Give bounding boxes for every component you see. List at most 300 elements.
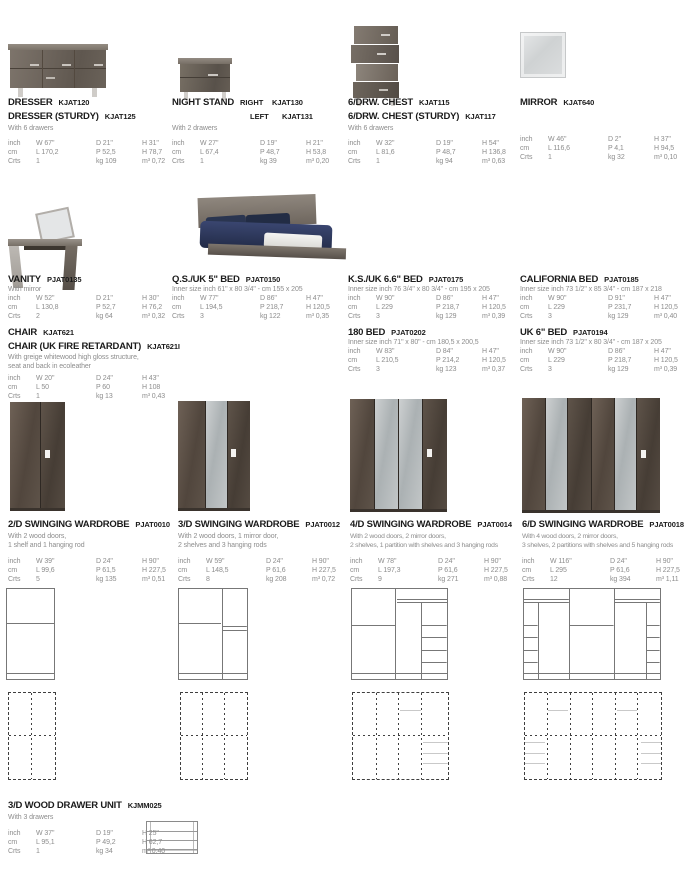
mirror-door (399, 399, 422, 509)
spec-row (8, 312, 173, 321)
spec-value: H 227,5 (142, 566, 166, 574)
spec-table (172, 294, 348, 321)
dresser-body (10, 50, 106, 88)
drawer-seam (10, 68, 106, 69)
spec-value: D 21" (96, 140, 113, 147)
spec-value: H 47" (306, 295, 323, 302)
spec-label: Crts (520, 313, 533, 320)
spec-value: P 60 (96, 384, 110, 391)
product-titles (520, 95, 685, 118)
product-name: 6/DRW. CHEST (348, 97, 413, 108)
spec-row (172, 312, 348, 321)
wardrobe-2d-photo (10, 402, 65, 511)
spec-value: H 120,5 (482, 357, 506, 364)
wood-door (41, 402, 65, 508)
chest-drawer (356, 64, 398, 81)
spec-value: H 25" (142, 829, 159, 837)
product-night-stand (172, 95, 344, 166)
spec-value: H 47" (654, 348, 671, 355)
spec-value: kg 129 (608, 366, 629, 373)
product-wardrobe-4d (350, 517, 525, 584)
spec-value: D 86" (608, 348, 625, 355)
product-name: CHAIR (8, 327, 38, 338)
spec-value: kg 271 (438, 575, 459, 583)
spec-value: H 108 (142, 384, 161, 391)
label-card (45, 450, 50, 458)
spec-value: kg 39 (260, 158, 277, 165)
product-description (172, 124, 344, 133)
spec-value: L 50 (36, 384, 49, 391)
spec-value: D 21" (96, 295, 113, 302)
product-title-line (8, 273, 173, 285)
product-name: Q.S./UK 5" BED (172, 274, 240, 285)
spec-value: H 90" (312, 557, 329, 565)
spec-row (348, 365, 524, 374)
product-code: KJAT115 (419, 98, 450, 107)
spec-value: H 227,5 (484, 566, 508, 574)
product-titles (522, 517, 688, 531)
wood-door (178, 401, 205, 508)
description-line: With mirror (8, 286, 42, 293)
wardrobe-6d-photo (522, 398, 660, 513)
spec-value: P 52,7 (96, 304, 116, 311)
product-description (520, 338, 688, 347)
product-title-line (348, 326, 524, 338)
spec-value: m³ 0,37 (482, 366, 506, 373)
spec-row (522, 557, 688, 566)
spec-value: L 229 (376, 304, 393, 311)
product-name: DRESSER (STURDY) (8, 110, 99, 122)
drawer-seam (42, 50, 43, 88)
spec-label: Crts (8, 158, 21, 165)
spec-row (172, 157, 344, 166)
spec-row (178, 566, 350, 575)
spec-value: H 120,5 (482, 304, 506, 311)
spec-label: inch (178, 557, 191, 565)
chest-drawer (351, 45, 399, 63)
mirror-photo (520, 32, 566, 78)
spec-value: H 37" (654, 136, 671, 143)
product-title-line (348, 95, 520, 109)
spec-value: W 27" (200, 140, 219, 147)
spec-row (520, 294, 688, 303)
spec-value: m³ 0,39 (482, 313, 506, 320)
spec-value: H 120,5 (654, 357, 678, 364)
spec-row (350, 557, 525, 566)
spec-label: cm (8, 304, 18, 311)
spec-value: H 47" (482, 348, 499, 355)
spec-value: 8 (206, 575, 210, 583)
product-name: UK 6" BED (520, 327, 568, 338)
spec-table (520, 294, 688, 321)
description-line: Inner size inch 71" x 80" - cm 180,5 x 200,5 (348, 339, 479, 346)
spec-value: H 43" (142, 375, 159, 382)
spec-label: cm (520, 304, 530, 311)
product-name: K.S./UK 6.6" BED (348, 274, 423, 285)
spec-row (8, 392, 233, 401)
product-title-line (520, 95, 685, 109)
product-description (350, 532, 525, 550)
description-line: With 6 drawers (348, 125, 394, 132)
spec-row (172, 303, 348, 312)
spec-label: inch (348, 140, 361, 147)
spec-label: Crts (172, 313, 185, 320)
spec-label: cm (522, 566, 532, 574)
spec-value: 12 (550, 575, 558, 583)
spec-label: cm (8, 384, 18, 391)
product-name: CHAIR (UK FIRE RETARDANT) (8, 340, 142, 352)
drawer-seam (180, 77, 230, 78)
label-card (641, 450, 646, 458)
spec-value: H 54" (482, 140, 499, 147)
spec-value: L 67,4 (200, 149, 219, 156)
night-stand-body (180, 64, 230, 92)
product-name: CALIFORNIA BED (520, 274, 599, 285)
description-line: With 2 wood doors, 2 mirror doors, (350, 532, 446, 540)
product-code: KJAT131 (282, 111, 313, 121)
spec-value: P 61,6 (266, 566, 286, 574)
spec-value: L 116,6 (548, 145, 570, 152)
spec-table (178, 557, 350, 584)
drawer-handle (46, 77, 55, 79)
bed-photo (172, 196, 347, 262)
spec-table (8, 374, 233, 401)
wardrobe-6d-interior-diagram (523, 588, 661, 680)
spec-label: inch (520, 348, 533, 355)
description-line: With 4 wood doors, 2 mirror doors, (522, 532, 618, 540)
spec-value: m³ 0,88 (484, 575, 508, 583)
spec-value: D 24" (438, 557, 455, 565)
spec-label: Crts (348, 313, 361, 320)
product-code: PJAT0175 (428, 275, 464, 284)
spec-value: kg 109 (96, 158, 117, 165)
product-code: KJAT621I (147, 341, 180, 351)
spec-value: 3 (200, 313, 204, 320)
spec-value: H 136,8 (482, 149, 506, 156)
spec-row (520, 135, 685, 144)
product-chest (348, 95, 520, 166)
spec-value: m³ 0,10 (654, 154, 678, 161)
spec-label: inch (520, 295, 533, 302)
spec-value: L 95,1 (36, 838, 55, 846)
spec-value: H 47" (482, 295, 499, 302)
spec-label: cm (348, 304, 358, 311)
product-title-line (172, 109, 344, 123)
product-title-line (522, 517, 688, 531)
product-uk6-bed (520, 326, 688, 374)
spec-value: D 24" (266, 557, 283, 565)
spec-row (178, 557, 350, 566)
spec-label: cm (178, 566, 188, 574)
product-description (8, 353, 233, 371)
spec-value: 3 (548, 313, 552, 320)
spec-table (350, 557, 525, 584)
spec-value: L 197,3 (378, 566, 401, 574)
spec-value: D 2" (608, 136, 621, 143)
spec-label: inch (348, 295, 361, 302)
spec-label: Crts (522, 575, 535, 583)
spec-row (8, 566, 178, 575)
spec-label: inch (8, 295, 21, 302)
wood-door (423, 399, 447, 509)
product-description (348, 338, 524, 347)
product-name: DRESSER (8, 97, 53, 108)
spec-value: 1 (376, 158, 380, 165)
spec-value: H 21" (306, 140, 323, 147)
description-line: With 2 wood doors, (8, 532, 67, 540)
spec-value: H 62,7 (142, 838, 163, 846)
product-title-line (8, 798, 173, 812)
spec-value: W 78" (378, 557, 397, 565)
product-title-line (172, 95, 344, 109)
spec-label: Crts (8, 575, 21, 583)
product-description (520, 285, 688, 294)
spec-label: inch (8, 140, 21, 147)
spec-row (520, 303, 688, 312)
product-code: PJAT0135 (46, 275, 82, 284)
product-qs-bed (172, 273, 348, 321)
drawer-handle (62, 64, 71, 66)
product-drawer-unit (8, 798, 173, 856)
spec-row (348, 148, 520, 157)
spec-value: kg 13 (96, 393, 113, 400)
description-line: With 6 drawers (8, 125, 54, 132)
product-description (8, 813, 173, 822)
product-name: 2/D SWINGING WARDROBE (8, 519, 130, 530)
spec-value: W 39" (36, 557, 55, 565)
product-name: MIRROR (520, 97, 558, 108)
wardrobe-2d-interior-diagram (6, 588, 55, 680)
spec-value: W 116" (550, 557, 572, 565)
spec-value: D 24" (610, 557, 627, 565)
spec-row (8, 557, 178, 566)
spec-value: P 61,5 (96, 566, 116, 574)
spec-value: P 231,7 (608, 304, 632, 311)
product-code: KJAT640 (563, 98, 595, 107)
spec-row (348, 157, 520, 166)
spec-value: 9 (378, 575, 382, 583)
product-code: KJAT120 (58, 98, 90, 107)
description-line: With 3 drawers (8, 813, 54, 821)
vanity-top (8, 239, 82, 246)
product-titles (350, 517, 525, 531)
spec-row (8, 148, 173, 157)
spec-label: inch (350, 557, 363, 565)
spec-row (348, 139, 520, 148)
mirror-door (615, 398, 636, 510)
wardrobe-3d-interior-diagram (178, 588, 248, 680)
spec-label: cm (172, 149, 182, 156)
spec-value: P 218,7 (436, 304, 460, 311)
product-name: VANITY (8, 274, 41, 285)
product-name: 180 BED (348, 327, 386, 338)
product-title-line (8, 109, 173, 123)
wood-door (522, 398, 545, 510)
spec-row (522, 575, 688, 584)
spec-value: m³ 0,72 (312, 575, 336, 583)
spec-label: Crts (348, 366, 361, 373)
spec-value: L 148,5 (206, 566, 229, 574)
spec-row (8, 374, 233, 383)
spec-value: W 37" (36, 829, 55, 837)
product-code: KJAT130 (272, 98, 303, 107)
product-name: 4/D SWINGING WARDROBE (350, 519, 472, 530)
description-line: Inner size inch 73 1/2" x 80 3/4" - cm 187 x 205 (520, 339, 662, 346)
spec-table (172, 139, 344, 166)
spec-row (520, 144, 685, 153)
product-title-line (8, 325, 233, 339)
spec-value: m³ 0,20 (306, 158, 330, 165)
spec-row (172, 294, 348, 303)
wardrobe-2d-plan-diagram (8, 692, 56, 780)
spec-value: H 120,5 (654, 304, 678, 311)
spec-value: D 19" (260, 140, 277, 147)
spec-value: H 53,8 (306, 149, 327, 156)
spec-row (8, 303, 173, 312)
spec-value: D 24" (96, 557, 113, 565)
spec-label: Crts (8, 393, 21, 400)
spec-value: m³ 0,43 (142, 393, 166, 400)
product-description (8, 532, 178, 550)
wood-door (228, 401, 250, 508)
spec-label: inch (348, 348, 361, 355)
spec-value: 1 (36, 158, 40, 165)
spec-table (8, 557, 178, 584)
product-titles (348, 326, 524, 338)
spec-row (348, 356, 524, 365)
spec-row (8, 847, 173, 856)
product-180-bed (348, 326, 524, 374)
spec-row (348, 347, 524, 356)
product-wardrobe-6d (522, 517, 688, 584)
description-line: Inner size inch 73 1/2" x 85 3/4" - cm 187 x 218 (520, 286, 662, 293)
product-mirror (520, 95, 685, 162)
spec-value: kg 129 (608, 313, 629, 320)
spec-label: inch (8, 557, 21, 565)
spec-value: m³ 0,39 (654, 366, 678, 373)
spec-table (348, 294, 524, 321)
product-code: KJAT621 (43, 328, 74, 337)
spec-value: P 49,2 (96, 838, 116, 846)
spec-value: P 52,5 (96, 149, 116, 156)
spec-table (520, 347, 688, 374)
product-california-bed (520, 273, 688, 321)
spec-table (348, 139, 520, 166)
product-titles (8, 273, 173, 285)
spec-value: H 90" (142, 557, 159, 565)
spec-row (8, 575, 178, 584)
variant-tag: LEFT (250, 111, 269, 121)
product-vanity (8, 273, 173, 321)
dresser-photo (8, 44, 108, 98)
spec-value: L 194,5 (200, 304, 223, 311)
spec-value: m³ 0,63 (482, 158, 506, 165)
spec-row (520, 356, 688, 365)
spec-label: Crts (8, 313, 21, 320)
spec-value: W 46" (548, 136, 567, 143)
wood-door (637, 398, 660, 510)
night-stand-photo (178, 58, 232, 100)
spec-value: H 120,5 (306, 304, 330, 311)
product-titles (8, 517, 178, 531)
spec-row (348, 303, 524, 312)
spec-row (178, 575, 350, 584)
spec-value: P 61,6 (438, 566, 458, 574)
spec-row (8, 838, 173, 847)
spec-label: Crts (172, 158, 185, 165)
spec-value: L 295 (550, 566, 567, 574)
spec-value: m³ 0,40 (142, 847, 166, 855)
drawer-handle (381, 34, 390, 36)
wood-door (568, 398, 591, 510)
spec-value: W 52" (36, 295, 55, 302)
spec-row (520, 365, 688, 374)
spec-value: P 61,6 (610, 566, 630, 574)
spec-row (172, 148, 344, 157)
spec-value: P 4,1 (608, 145, 624, 152)
product-name: 3/D SWINGING WARDROBE (178, 519, 300, 530)
product-titles (172, 273, 348, 285)
spec-value: 3 (376, 313, 380, 320)
spec-label: Crts (348, 158, 361, 165)
product-title-line (348, 109, 520, 123)
product-titles (178, 517, 350, 531)
product-code: PJAT0150 (245, 275, 281, 284)
product-title-line (520, 273, 688, 285)
product-code: PJAT0012 (305, 520, 340, 529)
product-code: PJAT0018 (649, 520, 684, 529)
product-wardrobe-3d (178, 517, 350, 584)
wardrobe-4d-photo (350, 399, 447, 512)
spec-value: 3 (548, 366, 552, 373)
spec-value: D 86" (260, 295, 277, 302)
spec-label: cm (520, 357, 530, 364)
spec-value: H 227,5 (656, 566, 680, 574)
spec-row (172, 139, 344, 148)
spec-value: H 94,5 (654, 145, 675, 152)
spec-value: kg 129 (436, 313, 457, 320)
spec-value: L 229 (548, 304, 565, 311)
spec-value: W 90" (376, 295, 395, 302)
spec-value: W 20" (36, 375, 55, 382)
product-chair (8, 325, 233, 401)
spec-value: D 84" (436, 348, 453, 355)
spec-label: Crts (520, 366, 533, 373)
spec-table (8, 139, 173, 166)
product-titles (8, 325, 233, 352)
spec-row (520, 347, 688, 356)
spec-label: Crts (178, 575, 191, 583)
product-code: PJAT0014 (477, 520, 512, 529)
drawer-handle (94, 64, 103, 66)
spec-value: D 19" (96, 829, 113, 837)
label-card (231, 449, 236, 457)
spec-value: P 48,7 (260, 149, 280, 156)
product-code: PJAT0202 (391, 328, 426, 337)
chest-drawer (354, 26, 398, 44)
product-name: NIGHT STAND (172, 97, 235, 108)
spec-value: m³ 1,11 (656, 575, 679, 583)
spec-value: 1 (36, 393, 40, 400)
product-description (522, 532, 688, 550)
spec-value: 1 (36, 847, 40, 855)
spec-label: cm (172, 304, 182, 311)
spec-value: D 24" (96, 375, 113, 382)
spec-value: H 90" (484, 557, 501, 565)
spec-label: Crts (520, 154, 533, 161)
wood-door (10, 402, 40, 508)
spec-value: W 67" (36, 140, 55, 147)
